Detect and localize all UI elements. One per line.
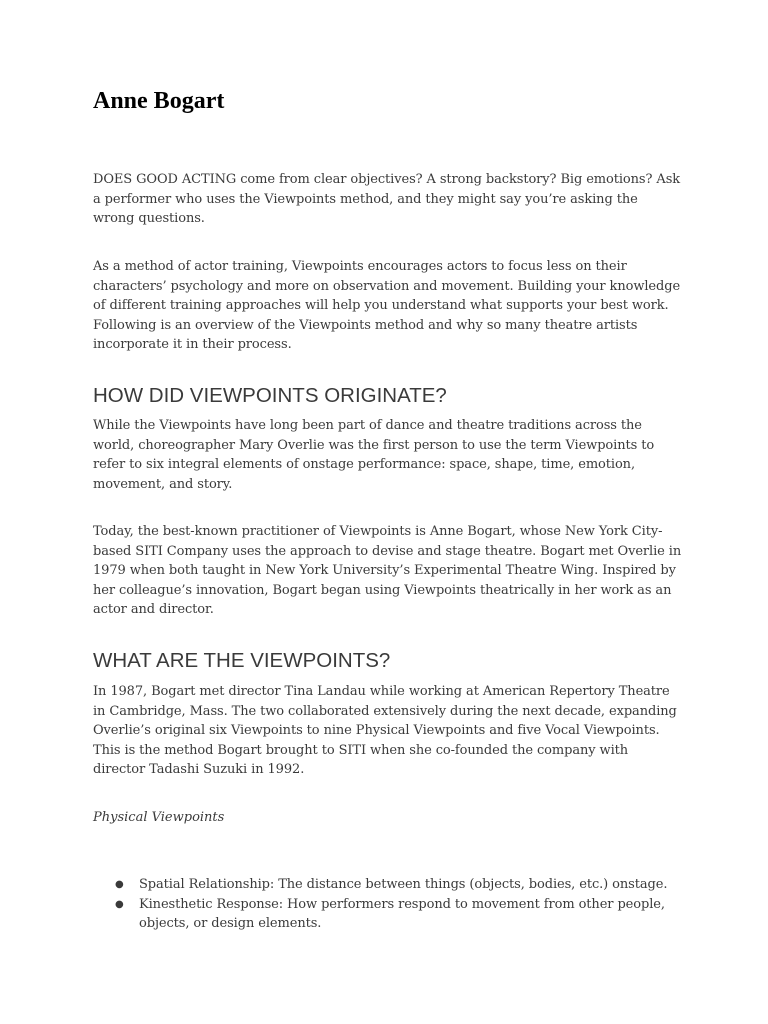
document-title: Anne Bogart: [93, 88, 225, 114]
intro-paragraph-1: DOES GOOD ACTING come from clear objectives? A strong backstory? Big emotions? Ask a performer who uses the Viewpoints method, and they might say you’re asking the wrong questions.: [93, 172, 681, 226]
bullet-icon: ●: [115, 898, 124, 910]
physical-viewpoints-list: [111, 875, 691, 934]
list-item: [111, 895, 691, 934]
origin-paragraph-1: While the Viewpoints have long been part of dance and theatre traditions across the world, choreographer Mary Overlie was the first person to use the term Viewpoints to refer to six integral elements of onstage performance: space, shape, time, emotion, movement, and story.: [93, 418, 655, 492]
physical-viewpoints-subheading: Physical Viewpoints: [93, 810, 225, 825]
list-item-text: Spatial Relationship: The distance between things (objects, bodies, etc.) onstage.: [139, 877, 668, 892]
viewpoints-paragraph-1: In 1987, Bogart met director Tina Landau while working at American Repertory Theatre in Cambridge, Mass. The two collaborated extensively during the next decade, expanding Overlie’s original six Viewpoints to nine Physical Viewpoints and five Vocal Viewpoints. This is the method Bogart brought to SITI when she co-founded the company with director Tadashi Suzuki in 1992.: [93, 684, 677, 777]
list-item-text: Kinesthetic Response: How performers respond to movement from other people, objects, or design elements.: [139, 896, 665, 931]
section-heading-origin: HOW DID VIEWPOINTS ORIGINATE?: [93, 384, 447, 407]
intro-paragraph-2: As a method of actor training, Viewpoints encourages actors to focus less on their characters’ psychology and more on observation and movement. Building your knowledge of different training approaches will help you understand what supports your best work. Following is an overview of the Viewpoints method and why so many theatre artists incorporate it in their process.: [93, 259, 681, 352]
section-heading-viewpoints: WHAT ARE THE VIEWPOINTS?: [93, 649, 391, 672]
bullet-icon: ●: [115, 879, 124, 890]
origin-paragraph-2: Today, the best-known practitioner of Viewpoints is Anne Bogart, whose New York City-based SITI Company uses the approach to devise and stage theatre. Bogart met Overlie in 1979 when both taught in New York University’s Experimental Theatre Wing. Inspired by her colleague’s innovation, Bogart began using Viewpoints theatrically in her work as an actor and director.: [93, 524, 682, 617]
list-item: [111, 875, 691, 895]
